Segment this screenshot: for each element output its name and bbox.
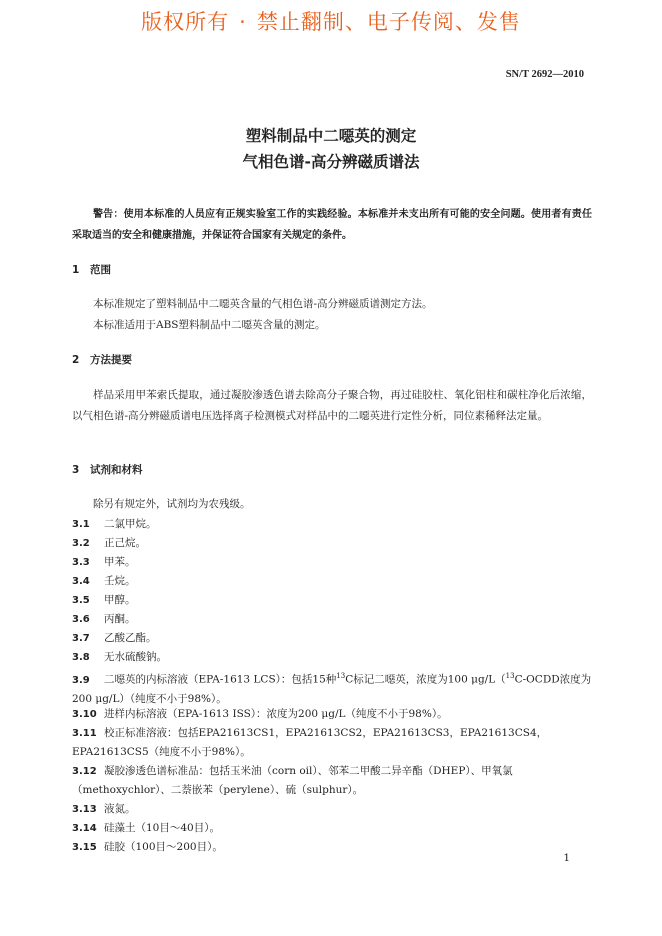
watermark-dot: · [239,10,247,34]
list-item [72,667,594,709]
watermark-part1: 版权所有 [141,10,230,34]
list-item [72,515,594,534]
item-number: 3.9 [72,674,90,686]
item-text: 硅胶（100目～200目）。 [104,841,223,853]
item-text-a: 二噁英的内标溶液（EPA-1613 LCS）：包括15种 [104,673,337,686]
item-text: 校正标准溶液：包括EPA21613CS1，EPA21613CS2，EPA21613CS3，EPA21613CS4，EPA21613CS5（纯度不小于98%）。 [72,727,548,758]
section1-paragraph1: 本标准规定了塑料制品中二噁英含量的气相色谱-高分辨磁质谱测定方法。 [93,298,433,310]
list-item [72,838,594,857]
section3-heading [72,462,143,477]
item-text: 凝胶渗透色谱标准品：包括玉米油（corn oil）、邻苯二甲酸二异辛酯（DHEP）、甲氧氯（methoxychlor）、二萘嵌苯（perylene）、硫（sulphur）。 [72,765,513,796]
section1-paragraph2: 本标准适用于ABS塑料制品中二噁英含量的测定。 [93,319,326,331]
list-item [72,724,594,762]
document-title-line2: 气相色谱-高分辨磁质谱法 [242,153,420,171]
item-number: 3.13 [72,804,97,815]
list-item [72,705,594,724]
section1-title: 范围 [90,264,111,276]
item-number: 3.15 [72,842,97,853]
section3-intro: 除另有规定外，试剂均为农残级。 [93,498,251,510]
section3-number: 3 [72,464,80,476]
list-item [72,572,594,591]
list-item [72,819,594,838]
section1-heading [72,262,111,277]
list-item [72,648,594,667]
warning-paragraph: 警告：使用本标准的人员应有正规实验室工作的实践经验。本标准并未支出所有可能的安全问题。使用者有责任采取适当的安全和健康措施，并保证符合国家有关规定的条件。 [72,209,592,241]
item-text: 液氮。 [104,803,136,815]
item-number: 3.11 [72,728,97,739]
standard-number: SN/T 2692—2010 [505,69,584,80]
item-number: 3.3 [72,557,90,568]
item-number: 3.2 [72,538,90,549]
item-number: 3.12 [72,766,97,777]
list-item [72,553,594,572]
item-text: 正己烷。 [104,537,146,549]
item-number: 3.5 [72,595,90,606]
copyright-watermark [0,6,662,36]
item-number: 3.14 [72,823,97,834]
item-text-b: C标记二噁英，浓度为100 μg/L（ [345,673,506,686]
superscript-13: 13 [336,672,346,680]
item-text: 丙酮。 [104,613,136,625]
list-item [72,534,594,553]
list-item [72,800,594,819]
document-title-line1: 塑料制品中二噁英的测定 [245,127,417,145]
item-text: 壬烷。 [104,575,136,587]
item-number: 3.4 [72,576,90,587]
section2-paragraph: 样品采用甲苯索氏提取，通过凝胶渗透色谱去除高分子聚合物，再过硅胶柱、氧化铝柱和碳柱净化后浓缩，以气相色谱-高分辨磁质谱电压选择离子检测模式对样品中的二噁英进行定性分析，同位素稀释法定量。 [72,389,592,422]
section1-number: 1 [72,264,80,276]
item-text: 硅藻土（10目～40目）。 [104,822,220,834]
list-item [72,629,594,648]
list-item [72,610,594,629]
item-text: 进样内标溶液（EPA-1613 ISS）：浓度为200 μg/L（纯度不小于98%）。 [104,708,448,720]
item-number: 3.7 [72,633,90,644]
item-text: 乙酸乙酯。 [104,632,157,644]
item-number: 3.10 [72,709,97,720]
item-text: 甲醇。 [104,594,136,606]
item-number: 3.6 [72,614,90,625]
section2-number: 2 [72,354,80,366]
section3-title: 试剂和材料 [90,464,143,476]
item-number: 3.8 [72,652,90,663]
list-item [72,591,594,610]
section2-title: 方法提要 [90,354,132,366]
item-text: 甲苯。 [104,556,136,568]
watermark-part2: 禁止翻制、电子传阅、发售 [256,10,521,34]
item-text: 无水硫酸钠。 [104,651,167,663]
superscript-13: 13 [505,672,515,680]
page-number: 1 [563,852,570,864]
item-number: 3.1 [72,519,90,530]
list-item [72,762,594,800]
item-text: 二氯甲烷。 [104,518,157,530]
item-text-c: C-OCDD浓度为200 μg/L）（纯度不小于98%）。 [72,673,592,705]
section2-heading [72,352,132,367]
